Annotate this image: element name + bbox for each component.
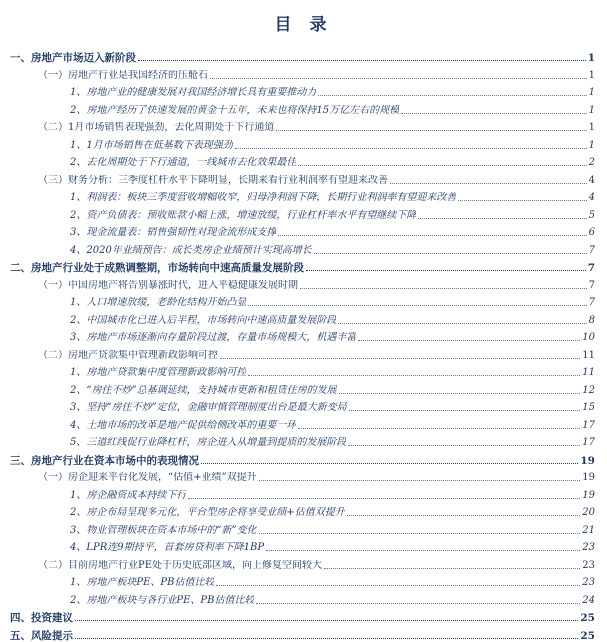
toc-page-number: 2: [588, 157, 595, 168]
toc-entry[interactable]: [38, 171, 595, 187]
toc-page-number: 7: [588, 279, 595, 291]
toc-entry-text: （一）房地产行业是我国经济的压舱石: [38, 69, 208, 81]
toc-entry-text: 2、资产负债表：预收账款小幅上涨，增速放缓，行业杠杆率水平有望继续下降: [70, 209, 417, 221]
toc-entry[interactable]: [10, 608, 595, 624]
toc-title: 目 录: [274, 15, 333, 35]
toc-entry[interactable]: [38, 118, 595, 134]
toc-leader-dots: [458, 200, 586, 201]
toc-entry-text: 1、人口增速放缓，老龄化结构开始凸显: [70, 297, 247, 308]
toc-entry-text: 4、土地市场的改革是地产促供给侧改革的重要一环: [70, 419, 297, 431]
toc-entry[interactable]: [70, 188, 595, 204]
toc-page-number: 1: [588, 69, 595, 81]
toc-entry-text: 1、房地产业的健康发展对我国经济增长具有重要推动力: [70, 87, 317, 98]
toc-page-number: 25: [580, 629, 595, 642]
toc-entry[interactable]: [70, 538, 595, 554]
toc-entry[interactable]: [70, 521, 595, 537]
toc-leader-dots: [314, 253, 587, 254]
toc-entry[interactable]: [70, 573, 595, 589]
toc-page-number: 8: [588, 314, 595, 326]
toc-entry-text: 三、房地产行业在资本市场中的表现情况: [10, 454, 199, 467]
toc-leader-dots: [278, 235, 586, 236]
toc-leader-dots: [418, 218, 586, 219]
toc-entry-text: 1、房企融资成本持续下行: [70, 489, 187, 501]
toc-entry[interactable]: [70, 433, 595, 449]
toc-page-number: 7: [588, 297, 595, 308]
toc-page-number: 4: [588, 174, 595, 186]
toc-entry[interactable]: [70, 416, 595, 432]
toc-leader-dots: [347, 515, 581, 516]
toc-page-number: 6: [588, 227, 595, 238]
toc-page-number: 1: [587, 52, 595, 64]
toc-entry-text: （三）财务分析：三季度杠杆水平下降明显，长期来看行业利润率有望迎来改善: [38, 174, 388, 186]
toc-entry-text: 3、坚持“房住不炒”定位，金融审慎管理制度出台是最大新变局: [70, 402, 347, 413]
toc-entry-text: 2、去化周期处于下行通道，一线城市去化效果最佳: [70, 157, 297, 168]
toc-leader-dots: [266, 550, 580, 551]
toc-leader-dots: [324, 568, 580, 569]
toc-entry[interactable]: [70, 398, 595, 414]
toc-entry[interactable]: [38, 556, 595, 572]
toc-entry[interactable]: [70, 83, 595, 99]
toc-page-number: 4: [588, 192, 595, 203]
toc-entry[interactable]: [70, 503, 595, 519]
toc-leader-dots: [298, 165, 586, 166]
toc-entry[interactable]: [70, 223, 595, 239]
toc-leader-dots: [348, 445, 580, 446]
toc-entry[interactable]: [10, 48, 595, 64]
toc-page-number: 25: [580, 612, 595, 624]
toc-entry[interactable]: [70, 311, 595, 327]
toc-entry-text: （一）中国房地产将告别暴涨时代，进入平稳健康发展时期: [38, 279, 298, 291]
toc-leader-dots: [220, 358, 580, 359]
toc-entry-text: 1、利润表：板块三季度营收增幅收窄，归母净利润下降，长期行业利润率有望迎来改善: [70, 192, 457, 203]
toc-entry-text: 4、2020年业绩预告：成长类房企业绩预计实现高增长: [70, 244, 312, 256]
toc-leader-dots: [259, 480, 581, 481]
toc-entry-text: 3、房地产市场逐渐向存量阶段过渡，存量市场规模大，机遇丰富: [70, 332, 357, 343]
toc-entry-text: 5、三道红线促行业降杠杆，房企进入从增量到提质的发展阶段: [70, 437, 347, 448]
toc-leader-dots: [75, 620, 578, 621]
toc-entry[interactable]: [38, 346, 595, 362]
toc-entry[interactable]: [70, 153, 595, 169]
toc-leader-dots: [201, 463, 578, 464]
toc-page-number: 21: [582, 524, 595, 536]
toc-page-number: 23: [582, 577, 595, 588]
toc-entry[interactable]: [70, 381, 595, 397]
toc-page-number: 17: [582, 419, 595, 431]
toc-leader-dots: [188, 498, 580, 499]
toc-page-number: 1: [588, 104, 595, 116]
toc-entry[interactable]: [10, 451, 595, 467]
toc-page-number: 7: [587, 262, 595, 274]
toc-entry[interactable]: [70, 363, 595, 379]
toc-entry[interactable]: [70, 136, 595, 152]
toc-entry[interactable]: [70, 293, 595, 309]
toc-leader-dots: [306, 270, 586, 271]
toc-leader-dots: [390, 183, 587, 184]
toc-page-number: 15: [582, 402, 595, 413]
toc-entry-text: 1、1月市场销售在低基数下表现强劲: [70, 139, 233, 151]
toc-entry[interactable]: [38, 66, 595, 82]
toc-entry-text: （二）目前房地产行业PE处于历史底部区域，向上修复空间较大: [38, 559, 323, 571]
toc-leader-dots: [248, 375, 580, 376]
toc-entry-text: 3、物业管理板块在资本市场中的“新”变化: [70, 524, 257, 536]
toc-leader-dots: [338, 323, 586, 324]
toc-page-number: 12: [582, 384, 595, 396]
toc-page-number: 19: [582, 472, 595, 483]
toc-page-number: 5: [588, 209, 595, 221]
toc-leader-dots: [358, 340, 580, 341]
toc-entry[interactable]: [70, 206, 595, 222]
toc-page-number: 24: [582, 594, 595, 606]
toc-entry-text: 一、房地产市场迈入新阶段: [10, 52, 136, 64]
toc-entry[interactable]: [70, 486, 595, 502]
toc-page-number: 19: [580, 454, 595, 467]
toc-entry-text: 4、LPR连9期持平，首套房贷利率下降1BP: [70, 542, 265, 553]
toc-leader-dots: [298, 428, 580, 429]
toc-page-number: 19: [582, 489, 595, 501]
toc-entry-text: 二、房地产行业处于成熟调整期，市场转向中速高质量发展阶段: [10, 262, 304, 274]
toc-page-number: 1: [588, 87, 595, 98]
toc-leader-dots: [318, 95, 586, 96]
toc-entry-text: 2、房企布局呈现多元化，平台型房企将享受业绩+估值双提升: [70, 507, 345, 518]
toc-leader-dots: [138, 60, 586, 61]
toc-page-number: 23: [582, 542, 595, 553]
toc-page-number: 7: [588, 244, 595, 256]
toc-entry[interactable]: [38, 468, 595, 484]
toc-entry[interactable]: [70, 101, 595, 117]
toc-entry-text: 1、房地产板块PE、PB估值比较: [70, 577, 215, 588]
toc-entry[interactable]: [70, 241, 595, 257]
toc-leader-dots: [349, 410, 581, 411]
toc-entry[interactable]: [10, 626, 595, 642]
toc-leader-dots: [339, 393, 581, 394]
toc-entry-text: 3、现金流量表：销售强韧性对现金流形成支撑: [70, 227, 277, 238]
toc-entry[interactable]: [70, 328, 595, 344]
toc-entry-text: 2、中国城市化已进入后半程，市场转向中速高质量发展阶段: [70, 314, 337, 326]
toc-entry-text: 2、房地产板块与各行业PE、PB估值比较: [70, 594, 255, 606]
toc-page-number: 1: [588, 122, 595, 133]
toc-page-number: 1: [588, 139, 595, 151]
toc-leader-dots: [256, 603, 580, 604]
toc-entry-text: 2、房地产经历了快速发展的黄金十五年，未来也将保持15万亿左右的规模: [70, 104, 400, 116]
toc-leader-dots: [210, 78, 587, 79]
toc-entry-text: 五、风险提示: [10, 629, 73, 642]
toc-page-number: 11: [582, 349, 595, 361]
toc-entry-text: （二）1月市场销售表现强劲，去化周期处于下行通道: [38, 122, 275, 133]
toc-leader-dots: [259, 533, 581, 534]
toc-leader-dots: [248, 305, 586, 306]
toc-leader-dots: [235, 148, 587, 149]
toc-leader-dots: [276, 130, 586, 131]
toc-entry[interactable]: [70, 591, 595, 607]
toc-leader-dots: [75, 638, 578, 639]
toc-entry[interactable]: [10, 258, 595, 274]
toc-leader-dots: [216, 585, 580, 586]
toc-entry[interactable]: [38, 276, 595, 292]
toc-entry-text: 2、“房住不炒”总基调延续，支持城市更新和租赁住房的发展: [70, 384, 337, 396]
toc-page-number: 20: [582, 507, 595, 518]
toc-page-number: 10: [582, 332, 595, 343]
toc-entry-text: 1、房地产贷款集中度管理新政影响可控: [70, 367, 247, 378]
toc-leader-dots: [300, 288, 587, 289]
toc-entry-text: （一）房企迎来平台化发展，“估值+业绩”双提升: [38, 472, 257, 483]
toc-page-number: 17: [582, 437, 595, 448]
toc-leader-dots: [401, 113, 587, 114]
toc-entry-text: （二）房地产贷款集中管理新政影响可控: [38, 349, 218, 361]
toc-entry-text: 四、投资建议: [10, 612, 73, 624]
toc-page-number: 23: [582, 559, 595, 571]
toc-page-number: 11: [582, 367, 595, 378]
